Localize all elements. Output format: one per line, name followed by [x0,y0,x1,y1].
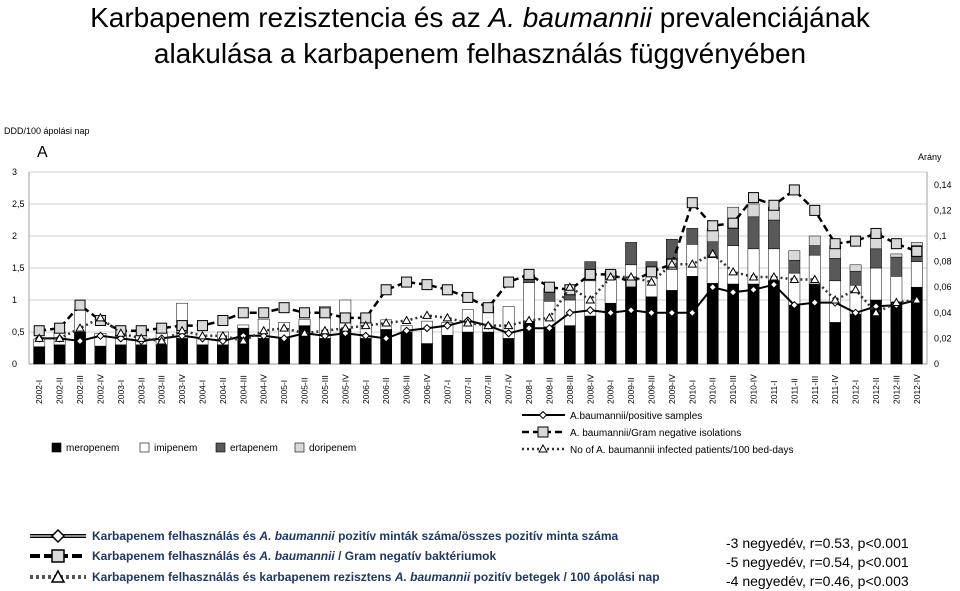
x-tick-label: 2005-IV [340,374,351,404]
y-tick-left: 2 [12,231,18,241]
x-tick-label: 2002-III [75,375,86,404]
legend-line-label: A.baumannii/positive samples [570,411,703,422]
marker-square [504,277,514,287]
panel-label: A [37,144,48,161]
marker-square [340,313,350,323]
bar-meropenem [544,327,555,364]
bar-doripenem [809,236,820,246]
bar-meropenem [625,284,636,364]
legend-marker-diamond [540,412,547,419]
marker-square [646,267,656,277]
bar-doripenem [850,265,861,271]
marker-triangle [403,316,411,323]
bar-meropenem [217,345,228,364]
x-tick-label: 2005-I [279,379,290,404]
bottom-legend-text-solid: Karbapenem felhasználás és A. baumannii pozitív minták száma/összes pozitív minta száma [92,529,619,543]
x-tick-label: 2011-II [789,378,800,404]
x-tick-label: 2008-I [524,379,535,404]
legend-swatch-ertapenem [216,443,225,452]
bar-imipenem [238,325,249,328]
x-tick-label: 2002-II [54,377,65,404]
bar-meropenem [646,297,657,364]
bar-meropenem [54,345,65,364]
bar-imipenem [707,258,718,284]
legend-swatch-doripenem [295,443,304,452]
bar-meropenem [319,338,330,364]
x-tick-label: 2007-IV [503,374,514,404]
x-tick-label: 2005-III [319,375,330,404]
bar-ertapenem [768,220,779,249]
x-tick-label: 2007-I [442,379,453,404]
bar-imipenem [299,319,310,325]
y-tick-right: 0 [934,359,940,369]
bar-meropenem [768,281,779,364]
bar-doripenem [789,251,800,261]
marker-triangle [198,332,206,339]
y-tick-right: 0,04 [934,307,952,318]
marker-square [524,269,534,279]
x-tick-label: 2009-III [646,375,657,404]
bar-meropenem [564,326,575,364]
stat-line: -5 negyedév, r=0.54, p<0.001 [726,554,909,570]
bar-meropenem [483,332,494,364]
bar-ertapenem [687,228,698,244]
legend-label-meropenem: meropenem [66,443,120,454]
stat-line: -4 negyedév, r=0.46, p<0.003 [726,573,909,589]
marker-square [238,308,248,318]
marker-square [912,246,922,256]
bar-meropenem [789,305,800,364]
x-tick-label: 2012-II [870,377,881,404]
x-tick-label: 2003-II [136,377,147,404]
bar-ertapenem [748,217,759,249]
y-tick-right: 0,1 [934,231,947,241]
bar-imipenem [911,262,922,288]
bar-meropenem [891,302,902,364]
x-tick-label: 2005-II [299,377,310,404]
bar-meropenem [34,347,45,364]
marker-square [810,205,820,215]
bar-ertapenem [830,258,841,280]
y-axis-label-left: DDD/100 ápolási nap [4,126,90,136]
marker-square [463,292,473,302]
marker-square [279,303,289,313]
legend-marker-square [538,427,548,437]
bar-meropenem [462,332,473,364]
legend-label-ertapenem: ertapenem [230,443,278,454]
bar-meropenem [176,338,187,364]
legend-line-label: A. baumannii/Gram negative isolations [570,428,742,439]
marker-square [585,269,595,279]
dotted-line-triangle-icon [28,567,88,587]
x-tick-label: 2009-II [626,377,637,404]
bar-doripenem [911,242,922,245]
legend-label-doripenem: doripenem [309,443,357,454]
bar-meropenem [687,276,698,364]
y-tick-left: 3 [12,167,18,177]
marker-square [728,218,738,228]
title-line-2: alakulása a karbapenem felhasználás függvényében [153,38,807,69]
marker-square [300,308,310,318]
x-tick-label: 2004-III [238,375,249,404]
y-tick-right: 0,14 [934,179,952,190]
x-tick-label: 2011-IV [830,374,841,404]
marker-triangle [423,311,431,318]
x-tick-label: 2008-III [564,375,575,404]
y-tick-left: 0 [12,359,18,369]
bar-ertapenem [891,257,902,276]
marker-square [687,198,697,208]
legend-line-label: No of A. baumannii infected patients/100 bed-days [570,445,794,456]
x-tick-label: 2002-IV [95,374,106,404]
y-tick-left: 2,5 [12,199,25,209]
marker-square [544,282,554,292]
marker-square [708,221,718,231]
marker-square [851,236,861,246]
legend-marker-triangle [539,445,547,452]
bar-meropenem [115,345,126,364]
x-tick-label: 2003-IV [177,374,188,404]
marker-square [320,308,330,318]
marker-square [218,315,228,325]
marker-square [197,321,207,331]
x-tick-label: 2006-III [401,375,412,404]
marker-square [769,200,779,210]
x-tick-label: 2008-IV [585,374,596,404]
bar-imipenem [728,246,739,284]
x-tick-label: 2010-III [728,375,739,404]
line-square [39,190,917,331]
marker-square [402,277,412,287]
bar-ertapenem [728,226,739,245]
marker-square [483,303,493,313]
marker-square [55,323,65,333]
y-tick-left: 1 [12,295,18,305]
bar-doripenem [748,204,759,217]
x-tick-label: 2010-II [707,377,718,404]
marker-square [871,228,881,238]
x-tick-label: 2008-II [544,377,555,404]
x-tick-label: 2003-I [115,379,126,404]
bar-meropenem [360,338,371,364]
bar-ertapenem [789,260,800,273]
bar-meropenem [156,345,167,364]
bar-meropenem [707,283,718,364]
bar-meropenem [809,284,820,364]
marker-square [259,308,269,318]
x-tick-label: 2006-IV [421,374,432,404]
bar-imipenem [523,283,534,321]
marker-square [789,185,799,195]
legend-swatch-meropenem [52,443,61,452]
bar-meropenem [401,332,412,364]
bottom-legend [28,526,678,586]
marker-square [891,239,901,249]
marker-square [749,193,759,203]
line-diamond [39,285,917,341]
marker-square [75,300,85,310]
y-tick-right: 0,06 [934,282,952,293]
bar-imipenem [870,268,881,300]
correlation-stats [726,534,909,591]
y-tick-right: 0,02 [934,333,952,344]
x-tick-label: 2010-IV [748,374,759,404]
x-tick-label: 2007-II [462,377,473,404]
dashed-line-square-icon [28,546,88,566]
solid-line-diamond-icon [28,526,88,546]
bar-meropenem [585,316,596,364]
marker-square [830,239,840,249]
x-tick-label: 2010-I [687,379,698,404]
x-tick-label: 2006-I [360,379,371,404]
y-tick-left: 1,5 [12,263,25,273]
y-tick-left: 0,5 [12,327,25,337]
legend-swatch-imipenem [140,443,149,452]
x-tick-label: 2004-II [217,377,228,404]
bar-meropenem [830,322,841,364]
bar-ertapenem [870,249,881,268]
bar-meropenem [136,345,147,364]
title-line-1: Karbapenem rezisztencia és az A. baumannii prevalenciájának [90,2,870,33]
x-tick-label: 2011-I [768,380,779,404]
y-tick-right: 0,12 [934,205,952,216]
bar-meropenem [442,335,453,364]
bar-doripenem [891,254,902,257]
legend-label-imipenem: imipenem [154,443,198,454]
bar-meropenem [258,338,269,364]
x-tick-label: 2004-IV [258,374,269,404]
x-tick-label: 2006-II [381,377,392,404]
bottom-legend-text-dotted: Karbapenem felhasználás és karbapenem rezisztens A. baumannii pozitív betegek / 100 ápolási nap [92,570,660,584]
x-tick-label: 2009-I [605,379,616,404]
bottom-legend-row-dotted [28,567,678,587]
stat-line: -3 negyedév, r=0.53, p<0.001 [726,535,909,551]
bottom-legend-row-solid [28,526,678,546]
x-tick-label: 2012-IV [911,374,922,404]
bar-meropenem [748,284,759,364]
x-tick-label: 2012-I [850,379,861,404]
y-tick-right: 0,08 [934,256,952,267]
marker-square [442,285,452,295]
bar-meropenem [95,346,106,364]
bottom-legend-row-dashed [28,546,678,566]
bar-meropenem [197,345,208,364]
bar-meropenem [850,314,861,364]
bottom-legend-text-dashed: Karbapenem felhasználás és A. baumannii / Gram negatív baktériumok [92,549,497,563]
x-tick-label: 2007-III [483,375,494,404]
bar-ertapenem [809,246,820,256]
bar-meropenem [666,290,677,364]
x-tick-label: 2009-IV [666,374,677,404]
marker-square [422,280,432,290]
y-axis-label-right: Arány [918,152,942,162]
bar-meropenem [421,344,432,364]
bar-ertapenem [850,271,861,285]
x-tick-label: 2012-III [891,375,902,404]
x-tick-label: 2011-III [809,375,820,404]
bar-ertapenem [625,242,636,264]
x-tick-label: 2004-I [197,379,208,404]
marker-square [157,323,167,333]
x-tick-label: 2003-III [156,375,167,404]
marker-square [381,285,391,295]
x-tick-label: 2002-I [34,379,45,404]
bar-meropenem [503,338,514,364]
